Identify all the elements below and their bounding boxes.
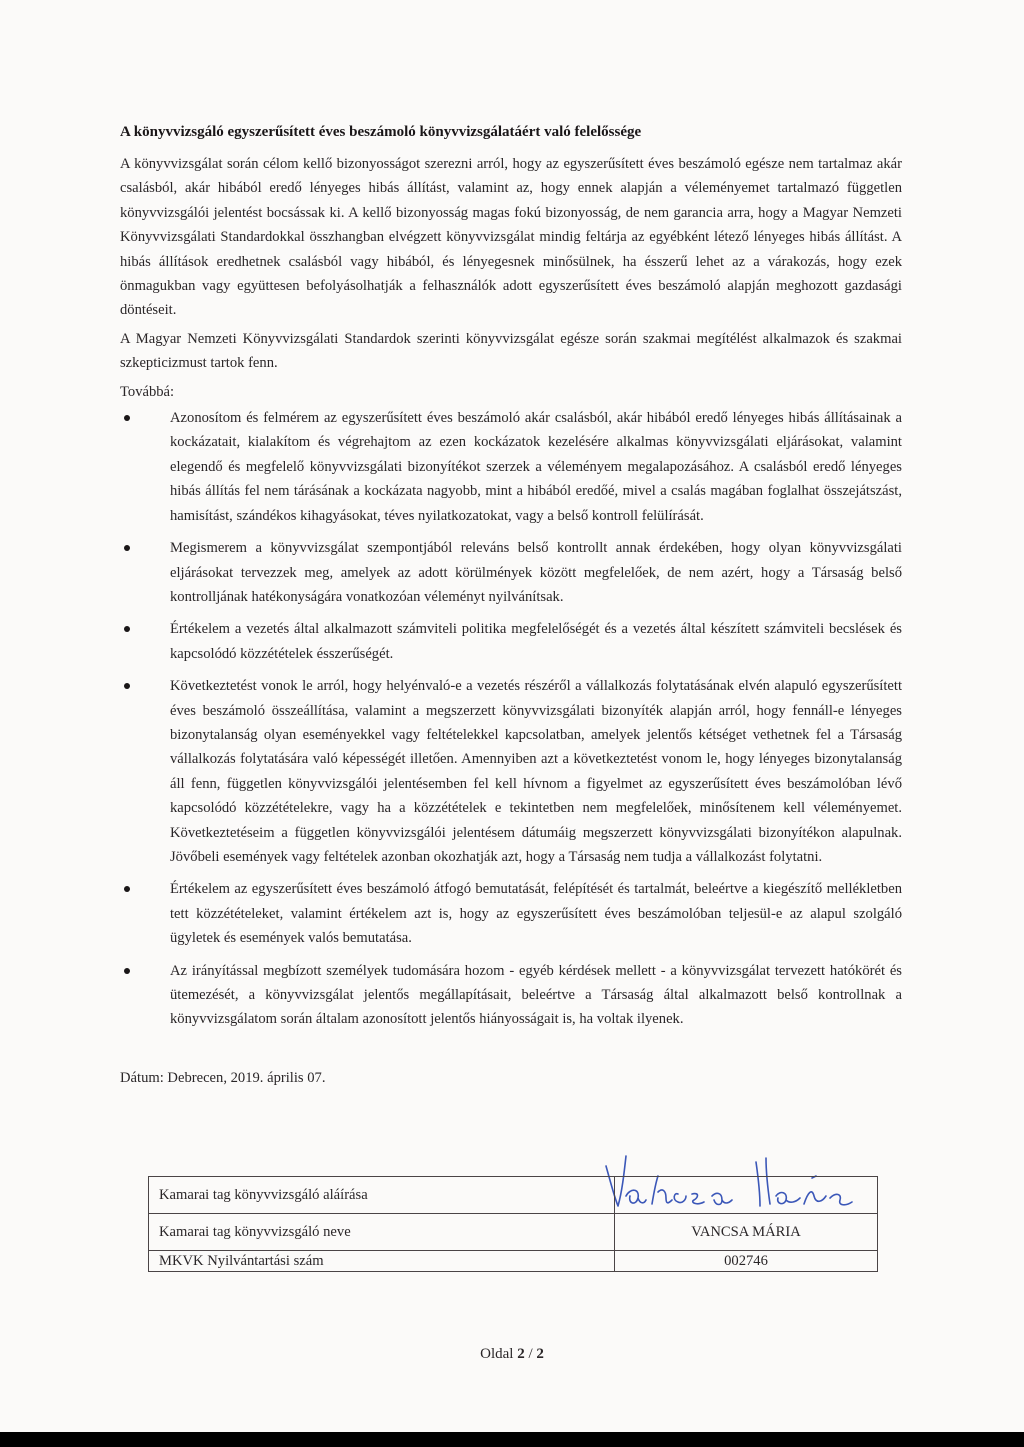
bullet-icon bbox=[124, 415, 130, 421]
list-item-text: Az irányítással megbízott személyek tudomására hozom - egyéb kérdések mellett - a könyvvizsgálat tervezett hatókörét és ütemezését, a könyvvizsgálat jelentős megállapításait, beleértve a Társaság által alkalmazott belső kontrollnak a könyvvizsgálatom során általam azonosított jelentős hiányosságait is, ha voltak ilyenek. bbox=[170, 962, 902, 1028]
bullet-icon bbox=[124, 545, 130, 551]
registration-number: 002746 bbox=[615, 1251, 878, 1272]
document-heading: A könyvvizsgáló egyszerűsített éves beszámoló könyvvizsgálatáért való felelőssége bbox=[120, 124, 642, 140]
bullet-icon bbox=[124, 683, 130, 689]
paragraph: A könyvvizsgálat során célom kellő bizonyosságot szerezni arról, hogy az egyszerűsített éves beszámoló egésze nem tartalmaz akár csalásból, akár hibából eredő lényeges hibás állítást, valamint az, hogy ennek alapján a véleményemet tartalmazó független könyvvizsgálói jelentést bocsássak ki. A kellő bizonyosság magas fokú bizonyosság, de nem garancia arra, hogy a Magyar Nemzeti Könyvvizsgálati Standardokkal összhangban elvégzett könyvvizsgálat mindig feltárja az egyébként létező lényeges hibás állítást. A hibás állítások eredhetnek csalásból vagy hibából, és lényegesnek minősülnek, ha ésszerű lehet az a várakozás, hogy ezek önmagukban vagy együttesen befolyásolhatják a felhasználók adott egyszerűsített éves beszámoló alapján meghozott gazdasági döntéseit. bbox=[120, 156, 902, 319]
list-item bbox=[120, 406, 902, 528]
list-item-text: Azonosítom és felmérem az egyszerűsített éves beszámoló akár csalásból, akár hibából eredő lényeges hibás állításainak a kockázatait, kialakítom és végrehajtom az ezen kockázatok kezelésére alkalmas könyvvizsgálati eljárásokat, valamint elegendő és megfelelő könyvvizsgálati bizonyítékot szerzek a véleményem megalapozásához. A csalásból eredő lényeges hibás állítás fel nem tárásának a kockázata nagyobb, mint a hibából eredőé, mivel a csalás magában foglalhat összejátszást, hamisítást, szándékos kihagyásokat, téves nyilatkozatokat, vagy a belső kontroll felülírását. bbox=[170, 410, 902, 524]
signature-cell bbox=[615, 1177, 878, 1214]
list-item-text: Következtetést vonok le arról, hogy helyénvaló-e a vezetés részéről a vállalkozás folytatásának elvén alapuló egyszerűsített éves beszámoló összeállítása, valamint a megszerzett könyvvizsgálati bizonyíték alapján arról, hogy fennáll-e lényeges bizonytalanság olyan eseményekkel vagy feltételekkel kapcsolatban, amelyek jelentős kétséget vethetnek fel a Társaság vállalkozás folytatására való képességét illetően. Amennyiben azt a következtetést vonom le, hogy lényeges bizonytalanság áll fenn, független könyvvizsgálói jelentésemben fel kell hívnom a figyelmet az egyszerűsített éves beszámolóban lévő kapcsolódó közzétételekre, vagy ha a közzétételek e tekintetben nem megfelelőek, minősítenem kell véleményemet. Következtetéseim a független könyvvizsgálói jelentésem dátumáig megszerzett könyvvizsgálati bizonyítékon alapulnak. Jövőbeli események vagy feltételek azonban okozhatják azt, hogy a Társaság nem tudja a vállalkozást folytatni. bbox=[170, 678, 902, 865]
table-cell-label: MKVK Nyilvántartási szám bbox=[149, 1251, 615, 1272]
list-item bbox=[120, 617, 902, 666]
list-item bbox=[120, 536, 902, 609]
list-item-text: Megismerem a könyvvizsgálat szempontjából releváns belső kontrollt annak érdekében, hogy olyan könyvvizsgálati eljárásokat tervezzek meg, amelyek az adott körülmények között megfelelőek, de nem azért, hogy a Társaság belső kontrolljának hatékonyságára vonatkozóan véleményt nyilvánítsak. bbox=[170, 540, 902, 605]
signature-table bbox=[148, 1176, 878, 1272]
table-cell-label: Kamarai tag könyvvizsgáló neve bbox=[149, 1214, 615, 1251]
page-label: Oldal bbox=[480, 1346, 514, 1362]
list-item-text: Értékelem a vezetés által alkalmazott számviteli politika megfelelőségét és a vezetés által készített számviteli becslések és kapcsolódó közzétételek ésszerűségét. bbox=[170, 621, 902, 662]
bullet-list bbox=[120, 406, 902, 1032]
date-line: Dátum: Debrecen, 2019. április 07. bbox=[120, 1069, 326, 1086]
list-item bbox=[120, 877, 902, 950]
list-item bbox=[120, 674, 902, 869]
table-row bbox=[149, 1214, 878, 1251]
page-current: 2 bbox=[517, 1346, 525, 1362]
document-body bbox=[120, 120, 902, 1094]
table-row bbox=[149, 1251, 878, 1272]
page-total: 2 bbox=[536, 1346, 544, 1362]
bullet-icon bbox=[124, 626, 130, 632]
auditor-name: VANCSA MÁRIA bbox=[615, 1214, 878, 1251]
bullet-icon bbox=[124, 968, 130, 974]
paragraph: A Magyar Nemzeti Könyvvizsgálati Standardok szerinti könyvvizsgálat egésze során szakmai megítélést alkalmazok és szakmai szkepticizmust tartok fenn. bbox=[120, 330, 902, 372]
page-separator: / bbox=[528, 1346, 533, 1362]
page-footer bbox=[0, 1346, 1024, 1363]
list-item bbox=[120, 959, 902, 1032]
table-row bbox=[149, 1177, 878, 1214]
table-cell-label: Kamarai tag könyvvizsgáló aláírása bbox=[149, 1177, 615, 1214]
list-item-text: Értékelem az egyszerűsített éves beszámoló átfogó bemutatását, felépítését és tartalmát, beleértve a kiegészítő mellékletben tett közzétételeket, valamint értékelem azt is, hogy az egyszerűsített éves beszámolóban teljesül-e az alapul szolgáló ügyletek és események valós bemutatása. bbox=[170, 881, 902, 947]
tovabba-label: Továbbá: bbox=[120, 383, 175, 400]
bullet-icon bbox=[124, 886, 130, 892]
